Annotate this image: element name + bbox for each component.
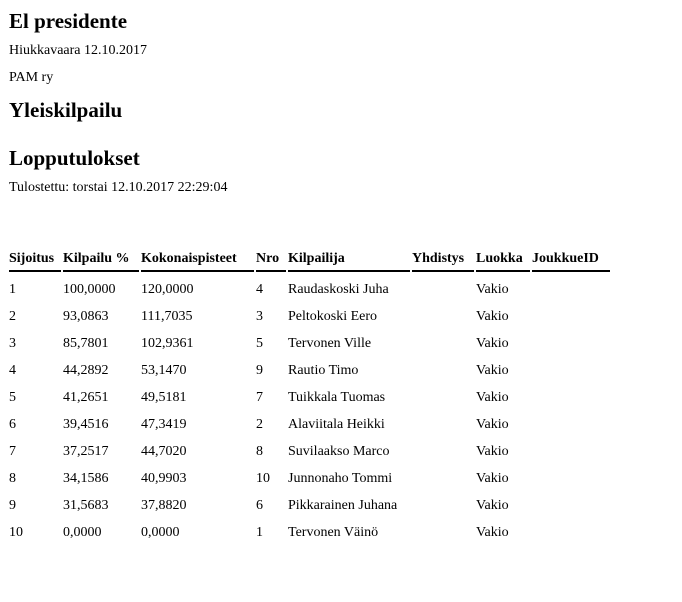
cell-class: Vakio	[476, 335, 509, 351]
cell-team-id	[532, 330, 610, 357]
cell-club	[412, 438, 474, 465]
venue-date: Hiukkavaara 12.10.2017	[9, 43, 148, 58]
cell-competition-pct: 34,1586	[63, 470, 109, 486]
cell-total-points: 47,3419	[141, 416, 187, 432]
cell-total-points: 111,7035	[141, 308, 193, 324]
competition-heading: Yleiskilpailu	[9, 98, 123, 122]
table-row	[9, 303, 610, 330]
cell-class: Vakio	[476, 416, 509, 432]
cell-competition-pct: 39,4516	[63, 416, 109, 432]
cell-total-points: 102,9361	[141, 335, 194, 351]
column-header-sijoitus: Sijoitus	[9, 250, 61, 272]
cell-number: 9	[256, 362, 263, 378]
cell-number: 5	[256, 335, 263, 351]
cell-rank: 10	[9, 524, 23, 540]
table-row	[9, 357, 610, 384]
cell-total-points: 40,9903	[141, 470, 187, 486]
cell-competition-pct: 44,2892	[63, 362, 109, 378]
cell-total-points: 53,1470	[141, 362, 187, 378]
cell-competitor-name: Pikkarainen Juhana	[288, 497, 398, 513]
cell-club	[412, 384, 474, 411]
table-row	[9, 519, 610, 546]
column-header-kokonaispisteet: Kokonaispisteet	[141, 250, 254, 272]
results-table	[7, 250, 612, 546]
cell-competitor-name: Tervonen Väinö	[288, 524, 379, 540]
printed-timestamp: Tulostettu: torstai 12.10.2017 22:29:04	[9, 180, 228, 195]
cell-number: 8	[256, 443, 263, 459]
cell-number: 4	[256, 281, 263, 297]
cell-class: Vakio	[476, 443, 509, 459]
cell-rank: 5	[9, 389, 16, 405]
cell-total-points: 37,8820	[141, 497, 187, 513]
cell-team-id	[532, 411, 610, 438]
cell-total-points: 49,5181	[141, 389, 187, 405]
cell-competition-pct: 93,0863	[63, 308, 109, 324]
column-header-kilpailu-pct: Kilpailu %	[63, 250, 139, 272]
cell-team-id	[532, 276, 610, 303]
cell-competition-pct: 41,2651	[63, 389, 109, 405]
cell-number: 3	[256, 308, 263, 324]
table-row	[9, 384, 610, 411]
cell-competitor-name: Suvilaakso Marco	[288, 443, 390, 459]
column-header-joukkueid: JoukkueID	[532, 250, 610, 272]
table-row	[9, 465, 610, 492]
cell-number: 10	[256, 470, 270, 486]
cell-competition-pct: 37,2517	[63, 443, 109, 459]
cell-club	[412, 330, 474, 357]
cell-competitor-name: Alaviitala Heikki	[288, 416, 385, 432]
cell-rank: 2	[9, 308, 16, 324]
cell-competitor-name: Raudaskoski Juha	[288, 281, 389, 297]
results-body	[9, 276, 610, 546]
cell-club	[412, 519, 474, 546]
cell-club	[412, 411, 474, 438]
cell-total-points: 44,7020	[141, 443, 187, 459]
cell-club	[412, 465, 474, 492]
cell-rank: 6	[9, 416, 16, 432]
cell-team-id	[532, 384, 610, 411]
cell-team-id	[532, 438, 610, 465]
table-header-row	[9, 250, 610, 272]
column-header-luokka: Luokka	[476, 250, 530, 272]
cell-club	[412, 357, 474, 384]
cell-team-id	[532, 357, 610, 384]
column-header-nro: Nro	[256, 250, 286, 272]
cell-number: 2	[256, 416, 263, 432]
cell-competitor-name: Rautio Timo	[288, 362, 359, 378]
cell-rank: 4	[9, 362, 16, 378]
cell-class: Vakio	[476, 497, 509, 513]
cell-class: Vakio	[476, 281, 509, 297]
cell-team-id	[532, 465, 610, 492]
table-row	[9, 276, 610, 303]
table-row	[9, 438, 610, 465]
cell-team-id	[532, 519, 610, 546]
column-header-kilpailija: Kilpailija	[288, 250, 410, 272]
results-heading: Lopputulokset	[9, 146, 140, 170]
cell-class: Vakio	[476, 524, 509, 540]
cell-class: Vakio	[476, 470, 509, 486]
cell-competitor-name: Tuikkala Tuomas	[288, 389, 386, 405]
cell-total-points: 0,0000	[141, 524, 180, 540]
cell-club	[412, 303, 474, 330]
cell-number: 7	[256, 389, 263, 405]
cell-competition-pct: 31,5683	[63, 497, 109, 513]
cell-number: 6	[256, 497, 263, 513]
cell-competitor-name: Tervonen Ville	[288, 335, 372, 351]
organizer: PAM ry	[9, 70, 54, 85]
cell-competitor-name: Peltokoski Eero	[288, 308, 378, 324]
cell-class: Vakio	[476, 389, 509, 405]
cell-club	[412, 492, 474, 519]
cell-competition-pct: 0,0000	[63, 524, 102, 540]
cell-total-points: 120,0000	[141, 281, 194, 297]
table-row	[9, 330, 610, 357]
cell-competitor-name: Junnonaho Tommi	[288, 470, 393, 486]
cell-team-id	[532, 492, 610, 519]
cell-club	[412, 276, 474, 303]
cell-rank: 7	[9, 443, 16, 459]
cell-competition-pct: 100,0000	[63, 281, 116, 297]
cell-team-id	[532, 303, 610, 330]
page-title: El presidente	[9, 9, 128, 33]
table-row	[9, 492, 610, 519]
table-row	[9, 411, 610, 438]
cell-class: Vakio	[476, 308, 509, 324]
cell-rank: 9	[9, 497, 16, 513]
cell-rank: 8	[9, 470, 16, 486]
cell-number: 1	[256, 524, 263, 540]
cell-competition-pct: 85,7801	[63, 335, 109, 351]
cell-rank: 1	[9, 281, 16, 297]
cell-rank: 3	[9, 335, 16, 351]
column-header-yhdistys: Yhdistys	[412, 250, 474, 272]
cell-class: Vakio	[476, 362, 509, 378]
